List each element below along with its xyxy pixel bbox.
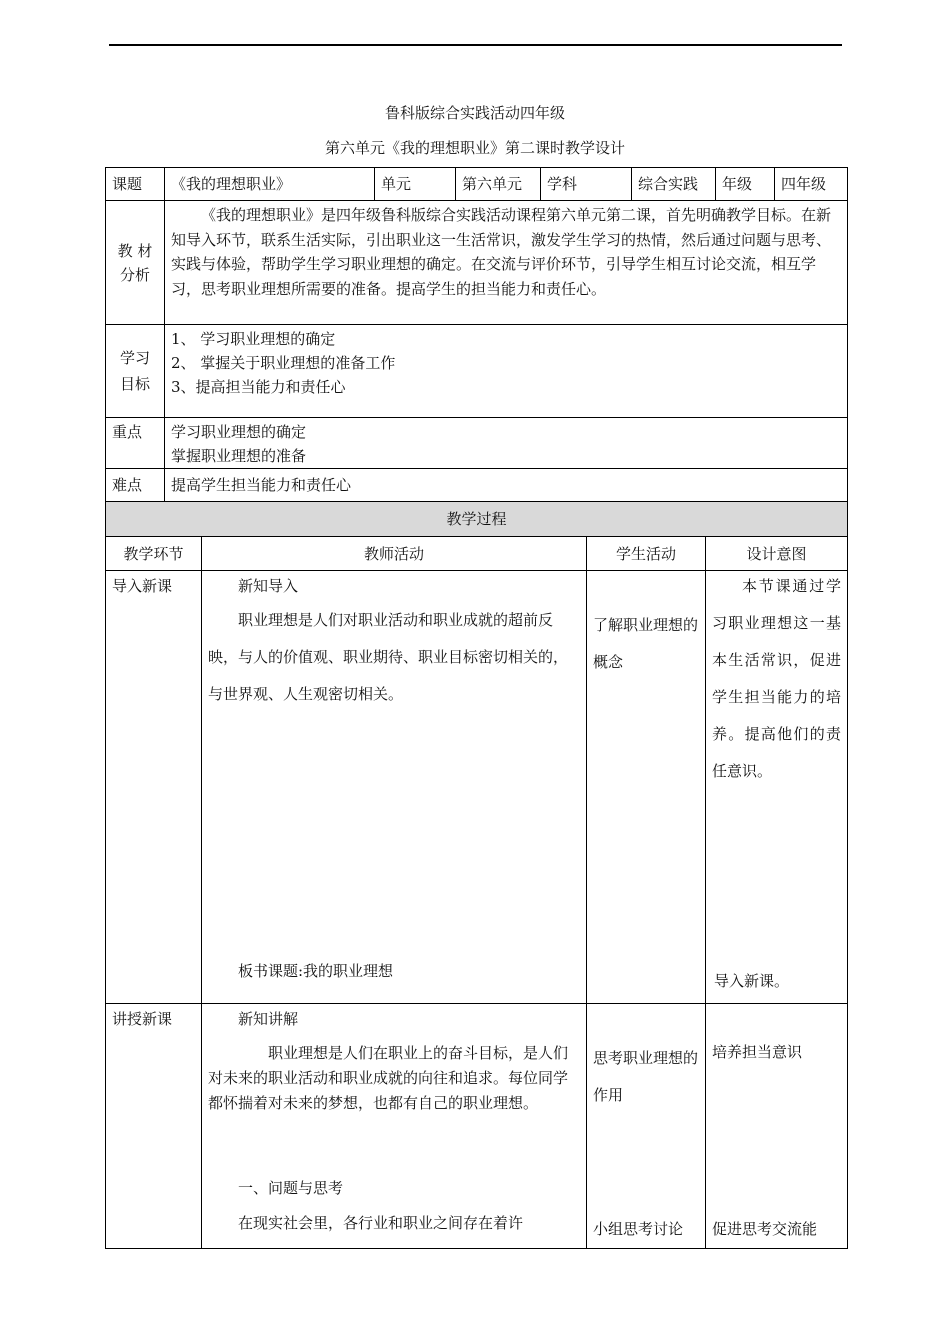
goals-label [106, 325, 165, 418]
row2-teacher-sub: 一、问题与思考 [238, 1179, 344, 1197]
row2-student-text: 思考职业理想的作用 [593, 1049, 699, 1104]
row2-stage: 讲授新课 [106, 1004, 202, 1249]
goals-list [165, 325, 848, 418]
goals-label-1: 学习 [119, 349, 150, 367]
unit-label: 单元 [375, 168, 456, 201]
unit-value: 第六单元 [456, 168, 541, 201]
row2-teacher-text: 职业理想是人们在职业上的奋斗目标，是人们对未来的职业活动和职业成就的向往和追求。每位同学都怀揣着对未来的梦想，也都有自己的职业理想。 [208, 1044, 569, 1112]
analysis-label-2: 分析 [119, 265, 150, 284]
row1-teacher [202, 571, 587, 1004]
key-point: 掌握职业理想的准备 [171, 447, 307, 465]
row2-intent [706, 1004, 848, 1249]
key-points [165, 418, 848, 469]
analysis-label [106, 201, 165, 325]
process-table [105, 501, 848, 1249]
process-section-title: 教学过程 [106, 502, 848, 537]
col-teacher-header: 教师活动 [202, 537, 587, 571]
info-table [105, 167, 848, 502]
row2-intent-text: 培养担当意识 [712, 1043, 803, 1061]
col-student-header: 学生活动 [587, 537, 706, 571]
topic-label: 课题 [106, 168, 165, 201]
key-point: 学习职业理想的确定 [171, 423, 307, 441]
goal-item: 2、 掌握关于职业理想的准备工作 [171, 354, 396, 372]
col-stage-header: 教学环节 [106, 537, 202, 571]
row1-teacher-text: 职业理想是人们对职业活动和职业成就的超前反映，与人的价值观、职业期待、职业目标密切相关的，与世界观、人生观密切相关。 [208, 611, 569, 703]
row1-teacher-heading: 新知导入 [238, 577, 299, 595]
row1-teacher-board: 板书课题:我的职业理想 [238, 962, 394, 980]
row2-intent-text2: 促进思考交流能 [712, 1220, 818, 1238]
difficulty-text: 提高学生担当能力和责任心 [165, 469, 848, 502]
row1-student: 了解职业理想的概念 [587, 571, 706, 1004]
doc-title-line1: 鲁科版综合实践活动四年级 [384, 104, 565, 122]
row2-student [587, 1004, 706, 1249]
goals-label-2: 目标 [119, 375, 150, 393]
row1-stage: 导入新课 [106, 571, 202, 1004]
row2-teacher [202, 1004, 587, 1249]
goal-item: 1、 学习职业理想的确定 [171, 330, 336, 348]
subject-label: 学科 [541, 168, 632, 201]
doc-title-line2: 第六单元《我的理想职业》第二课时教学设计 [324, 139, 625, 157]
row1-intent [706, 571, 848, 1004]
col-intent-header: 设计意图 [706, 537, 848, 571]
analysis-label-1: 教 材 [117, 241, 153, 260]
row2-teacher-text2: 在现实社会里，各行业和职业之间存在着许 [238, 1214, 524, 1232]
topic-value: 《我的理想职业》 [165, 168, 375, 201]
difficulty-label: 难点 [106, 469, 165, 502]
subject-value: 综合实践 [632, 168, 716, 201]
goal-item: 3、提高担当能力和责任心 [171, 378, 346, 396]
row2-teacher-heading: 新知讲解 [238, 1010, 299, 1028]
grade-label: 年级 [716, 168, 775, 201]
row2-student-text2: 小组思考讨论 [593, 1220, 684, 1238]
key-label: 重点 [106, 418, 165, 469]
row1-intent-text: 本节课通过学习职业理想这一基本生活常识，促进学生担当能力的培养。提高他们的责任意识。 [712, 577, 842, 780]
row1-intent-end: 导入新课。 [714, 972, 790, 990]
analysis-text: 《我的理想职业》是四年级鲁科版综合实践活动课程第六单元第二课，首先明确教学目标。在新知导入环节，联系生活实际，引出职业这一生活常识，激发学生学习的热情，然后通过问题与思考、实践与体验，帮助学生学习职业理想的确定。在交流与评价环节，引导学生相互讨论交流，相互学习，思考职业理想所需要的准备。提高学生的担当能力和责任心。 [165, 201, 848, 325]
grade-value: 四年级 [775, 168, 848, 201]
header-rule [109, 44, 842, 46]
